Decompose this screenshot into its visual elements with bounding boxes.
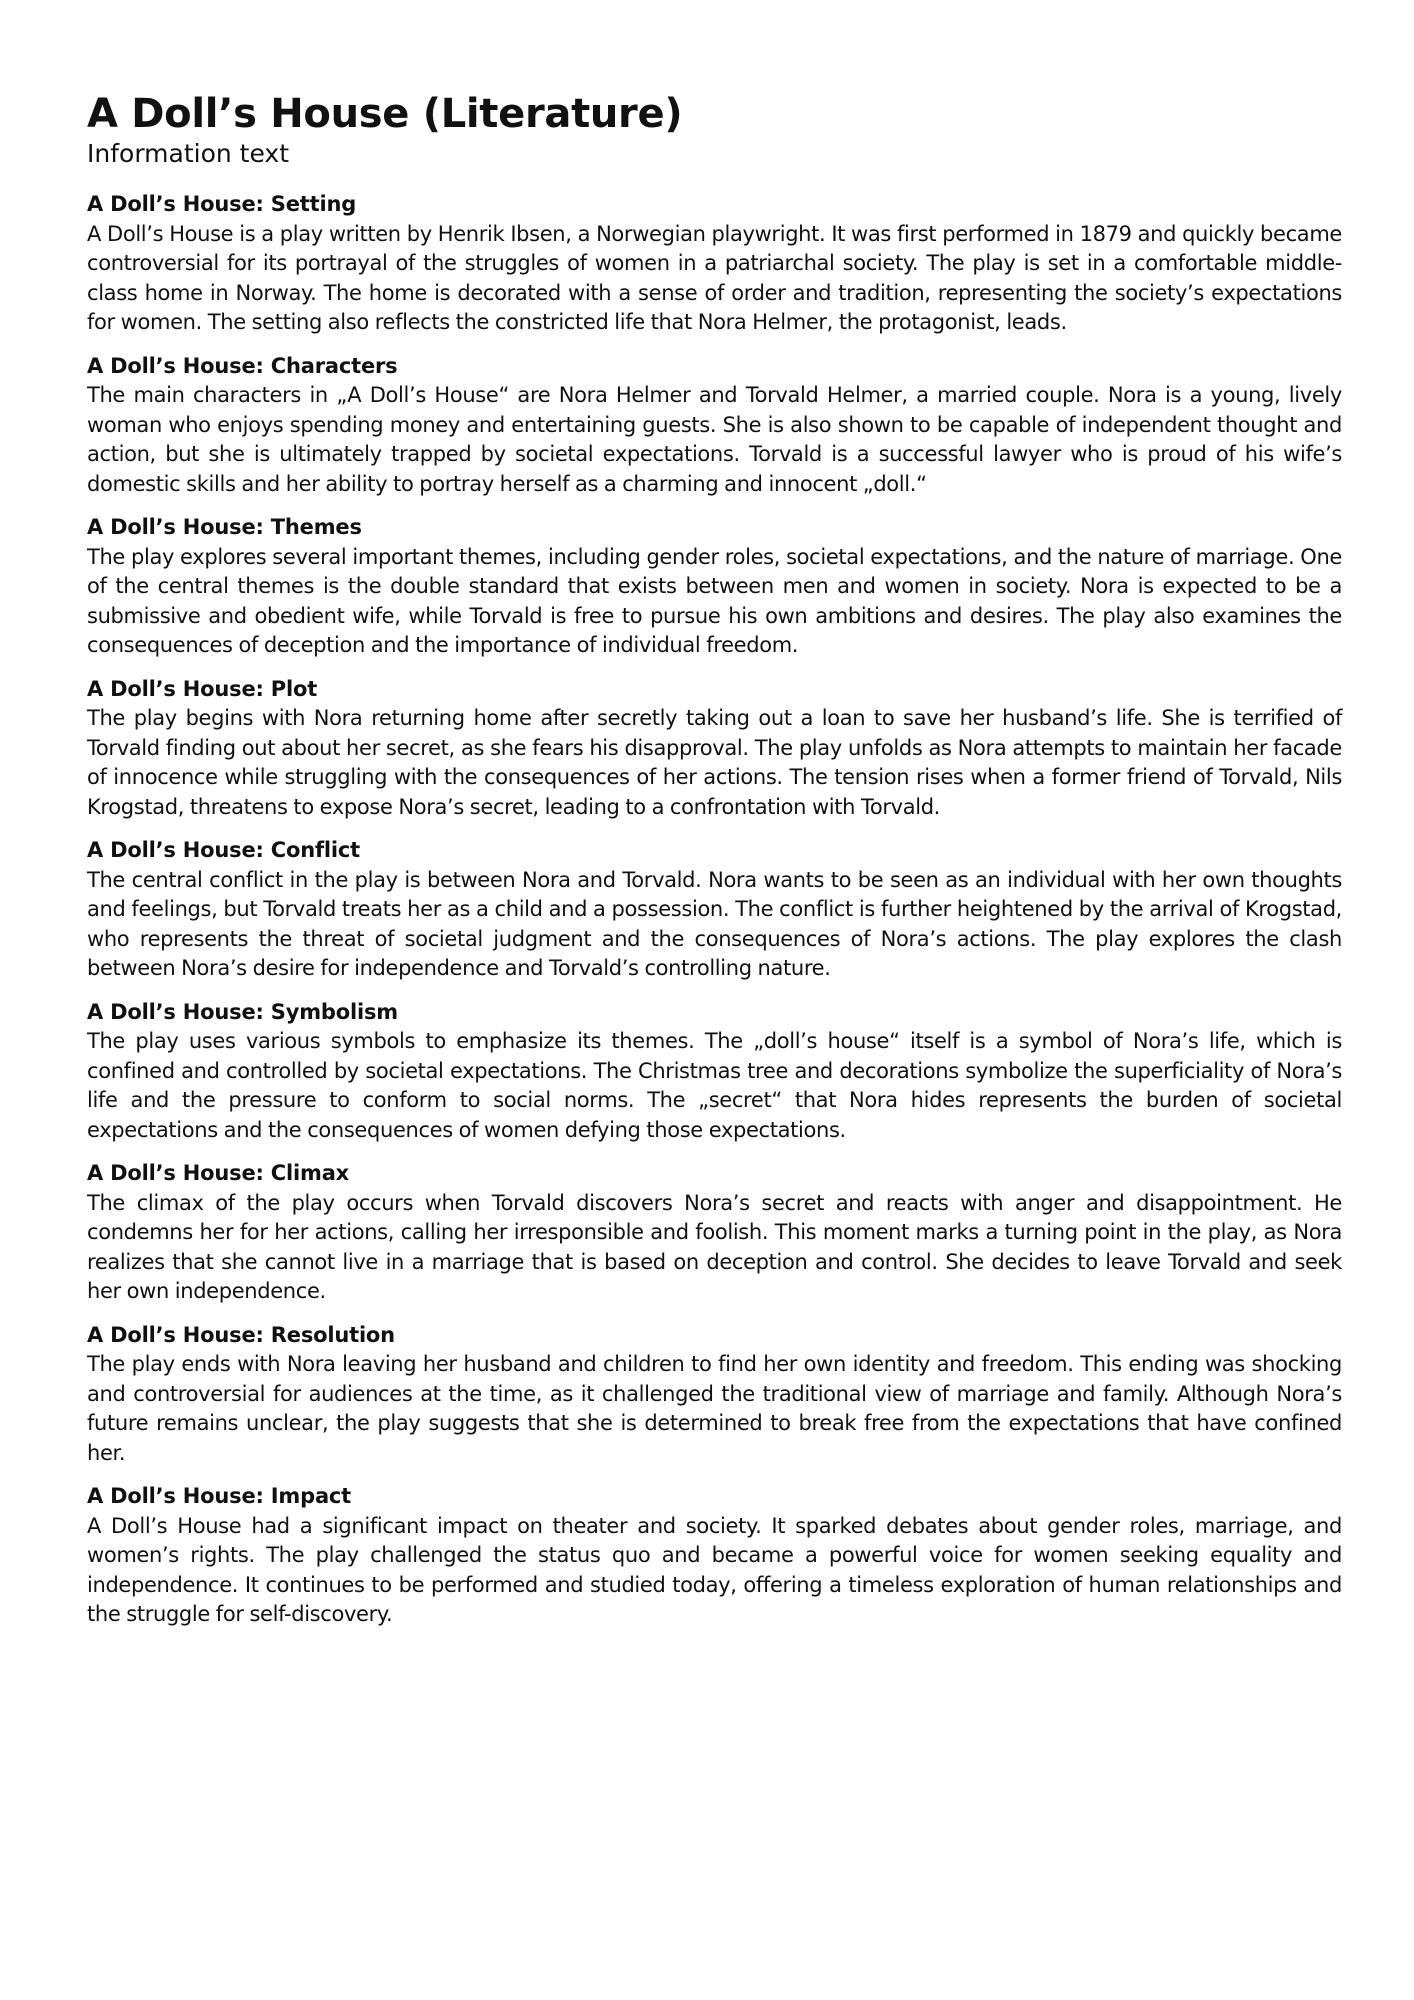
section-heading: A Doll’s House: Plot bbox=[87, 676, 318, 701]
section-heading: A Doll’s House: Resolution bbox=[87, 1322, 395, 1347]
section-conflict bbox=[87, 836, 1342, 984]
section-body: The climax of the play occurs when Torvald discovers Nora’s secret and reacts with anger and disappointment. He condemns her for her actions, calling her irresponsible and foolish. This moment marks a turning point in the play, as Nora realizes that she cannot live in a marriage that is based on deception and control. She decides to leave Torvald and seek her own independence. bbox=[87, 1190, 1342, 1303]
section-impact bbox=[87, 1482, 1342, 1630]
section-plot bbox=[87, 675, 1342, 823]
section-body: A Doll’s House is a play written by Henrik Ibsen, a Norwegian playwright. It was first performed in 1879 and quickly became controversial for its portrayal of the struggles of women in a patriarchal society. The play is set in a comfortable middle-class home in Norway. The home is decorated with a sense of order and tradition, representing the society’s expectations for women. The setting also reflects the constricted life that Nora Helmer, the protagonist, leads. bbox=[87, 221, 1342, 334]
section-body: The play uses various symbols to emphasize its themes. The „doll’s house“ itself is a symbol of Nora’s life, which is confined and controlled by societal expectations. The Christmas tree and decorations symbolize the superficiality of Nora’s life and the pressure to conform to social norms. The „secret“ that Nora hides represents the burden of societal expectations and the consequences of women defying those expectations. bbox=[87, 1029, 1342, 1142]
section-body: A Doll’s House had a significant impact on theater and society. It sparked debates about gender roles, marriage, and women’s rights. The play challenged the status quo and became a powerful voice for women seeking equality and independence. It continues to be performed and studied today, offering a timeless exploration of human relationships and the struggle for self-discovery. bbox=[87, 1513, 1342, 1626]
section-body: The central conflict in the play is between Nora and Torvald. Nora wants to be seen as an individual with her own thoughts and feelings, but Torvald treats her as a child and a possession. The conflict is further heightened by the arrival of Krogstad, who represents the threat of societal judgment and the consequences of Nora’s actions. The play explores the clash between Nora’s desire for independence and Torvald’s controlling nature. bbox=[87, 867, 1342, 980]
section-heading: A Doll’s House: Symbolism bbox=[87, 999, 398, 1024]
section-heading: A Doll’s House: Impact bbox=[87, 1484, 351, 1508]
document-subtitle: Information text bbox=[87, 139, 290, 168]
section-body: The play ends with Nora leaving her husband and children to find her own identity and freedom. This ending was shocking and controversial for audiences at the time, as it challenged the traditional view of marriage and family. Although Nora’s future remains unclear, the play suggests that she is determined to break free from the expectations that have confined her. bbox=[87, 1352, 1342, 1465]
section-climax bbox=[87, 1159, 1342, 1307]
section-themes bbox=[87, 513, 1342, 661]
section-heading: A Doll’s House: Themes bbox=[87, 515, 362, 539]
section-heading: A Doll’s House: Conflict bbox=[87, 838, 361, 862]
section-characters bbox=[87, 352, 1342, 500]
section-body: The play begins with Nora returning home after secretly taking out a loan to save her husband’s life. She is terrified of Torvald finding out about her secret, as she fears his disapproval. The play unfolds as Nora attempts to maintain her facade of innocence while struggling with the consequences of her actions. The tension rises when a former friend of Torvald, Nils Krogstad, threatens to expose Nora’s secret, leading to a confrontation with Torvald. bbox=[87, 706, 1342, 819]
document-title: A Doll’s House (Literature) bbox=[87, 91, 683, 137]
document-page bbox=[87, 90, 1342, 1644]
section-body: The main characters in „A Doll’s House“ are Nora Helmer and Torvald Helmer, a married couple. Nora is a young, lively woman who enjoys spending money and entertaining guests. She is also shown to be capable of independent thought and action, but she is ultimately trapped by societal expectations. Torvald is a successful lawyer who is proud of his wife’s domestic skills and her ability to portray herself as a charming and innocent „doll.“ bbox=[87, 383, 1342, 496]
section-body: The play explores several important themes, including gender roles, societal expectations, and the nature of marriage. One of the central themes is the double standard that exists between men and women in society. Nora is expected to be a submissive and obedient wife, while Torvald is free to pursue his own ambitions and desires. The play also examines the consequences of deception and the importance of individual freedom. bbox=[87, 544, 1342, 657]
section-setting bbox=[87, 190, 1342, 338]
section-heading: A Doll’s House: Characters bbox=[87, 353, 398, 378]
section-heading: A Doll’s House: Climax bbox=[87, 1161, 350, 1185]
section-resolution bbox=[87, 1321, 1342, 1469]
section-heading: A Doll’s House: Setting bbox=[87, 192, 357, 216]
section-symbolism bbox=[87, 998, 1342, 1146]
